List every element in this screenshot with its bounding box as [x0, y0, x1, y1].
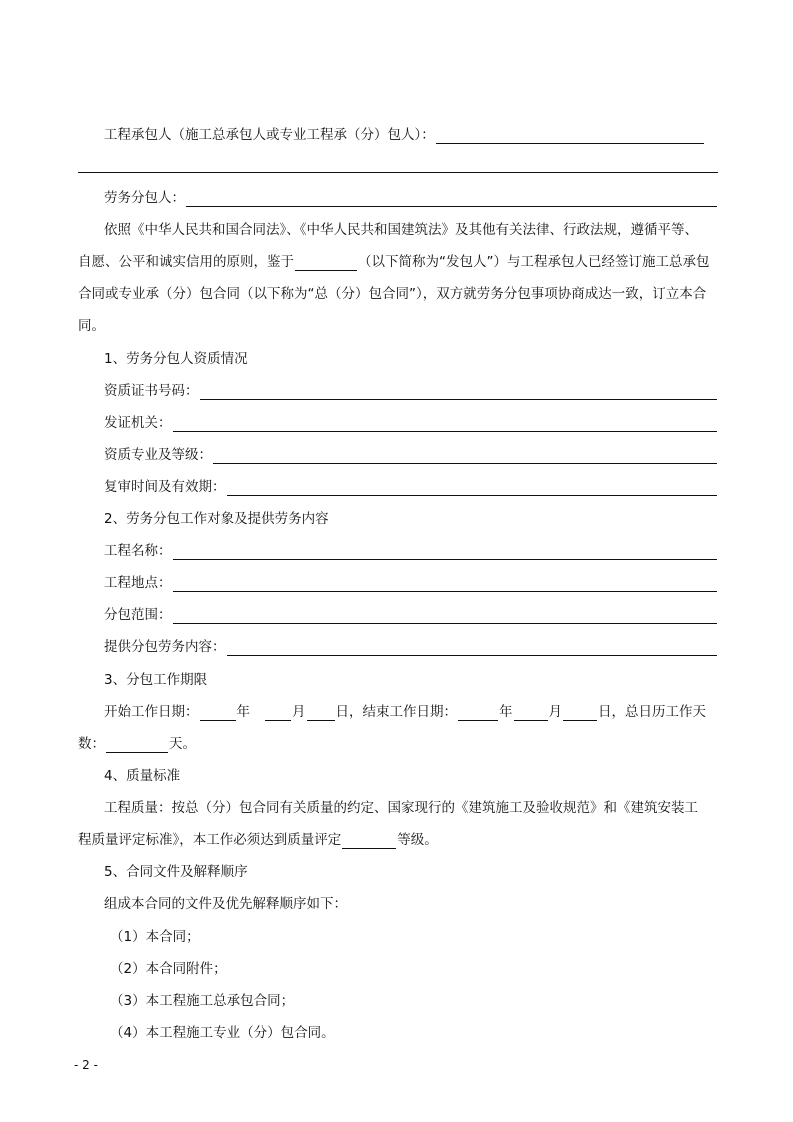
- quality-grade-blank[interactable]: [342, 834, 396, 849]
- intro-line-3: [78, 285, 718, 303]
- list-item: [110, 1024, 718, 1042]
- scope-label: 分包范围：: [104, 607, 172, 623]
- project-site-blank[interactable]: [173, 577, 718, 592]
- issuer-row: [104, 414, 718, 432]
- project-name-label: 工程名称：: [104, 543, 172, 559]
- scope-blank[interactable]: [173, 609, 718, 624]
- intro-line-4: [78, 317, 718, 335]
- contractor-row: [104, 126, 718, 144]
- intro-text-2b: （以下简称为“发包人”）与工程承包人已经签订施工总承包: [358, 254, 710, 270]
- intro-line-2: [78, 253, 718, 271]
- review-label: 复审时间及有效期：: [104, 479, 226, 495]
- issuer-blank[interactable]: [173, 417, 718, 432]
- section-1-title-text: 1、劳务分包人资质情况: [104, 351, 248, 367]
- end-month-blank[interactable]: [514, 706, 548, 721]
- subcontractor-label: 劳务分包人：: [104, 190, 185, 206]
- section-1-title: [104, 350, 718, 368]
- contractor-continuation-blank[interactable]: [78, 172, 718, 173]
- dates-row: [104, 703, 718, 721]
- intro-line-1: [104, 221, 718, 239]
- contractor-label: 工程承包人（施工总承包人或专业工程承（分）包人）：: [104, 127, 435, 143]
- section-2-title-text: 2、劳务分包工作对象及提供劳务内容: [104, 511, 329, 527]
- section-2-title: [104, 510, 718, 528]
- project-name-row: [104, 542, 718, 560]
- issuer-party-blank[interactable]: [295, 256, 357, 271]
- section-5-title: [104, 863, 718, 881]
- list-item: [110, 960, 718, 978]
- intro-text-4: 同。: [78, 318, 105, 334]
- quality-text-1: 工程质量：按总（分）包合同有关质量的约定、国家现行的《建筑施工及验收规范》和《建筑安装工: [104, 800, 698, 816]
- issuer-label: 发证机关：: [104, 415, 172, 431]
- start-month-blank[interactable]: [265, 706, 291, 721]
- start-day-blank[interactable]: [307, 706, 335, 721]
- list-item: [110, 928, 718, 946]
- intro-text-2a: 自愿、公平和诚实信用的原则，鉴于: [78, 254, 294, 270]
- specialty-row: [104, 446, 718, 464]
- cert-no-blank[interactable]: [200, 385, 718, 400]
- specialty-blank[interactable]: [213, 449, 717, 464]
- section-5-intro-text: 组成本合同的文件及优先解释顺序如下：: [104, 896, 347, 912]
- cert-no-label: 资质证书号码：: [104, 383, 199, 399]
- section-4-title-text: 4、质量标准: [104, 768, 181, 784]
- subcontractor-blank[interactable]: [186, 192, 717, 207]
- scope-row: [104, 606, 718, 624]
- end-date-label: 日，结束工作日期：: [335, 704, 457, 720]
- section-5-intro: [104, 895, 718, 913]
- end-year-unit: 年: [499, 704, 513, 720]
- list-item-text: （2）本合同附件；: [110, 961, 227, 977]
- cert-no-row: [104, 382, 718, 400]
- days-row: [78, 735, 718, 753]
- quality-text-2a: 程质量评定标准》，本工作必须达到质量评定: [78, 832, 342, 848]
- quality-text-2b: 等级。: [397, 832, 438, 848]
- start-year-blank[interactable]: [200, 706, 236, 721]
- section-3-title-text: 3、分包工作期限: [104, 672, 208, 688]
- list-item-text: （1）本合同；: [110, 929, 200, 945]
- section-5-title-text: 5、合同文件及解释顺序: [104, 864, 248, 880]
- project-name-blank[interactable]: [173, 545, 718, 560]
- total-days-label: 日，总日历工作天: [598, 704, 706, 720]
- page-number: - 2 -: [74, 1058, 98, 1072]
- labor-content-blank[interactable]: [227, 641, 718, 656]
- days-blank[interactable]: [106, 738, 168, 753]
- list-item: [110, 992, 718, 1010]
- list-item-text: （3）本工程施工总承包合同；: [110, 993, 295, 1009]
- start-year-unit: 年: [236, 704, 250, 720]
- project-site-label: 工程地点：: [104, 575, 172, 591]
- labor-content-row: [104, 638, 718, 656]
- intro-text-1: 依照《中华人民共和国合同法》、《中华人民共和国建筑法》及其他有关法律、行政法规，遵循平等、: [104, 222, 698, 238]
- days-unit: 天。: [169, 736, 196, 752]
- project-site-row: [104, 574, 718, 592]
- days-label: 数：: [78, 736, 105, 752]
- labor-content-label: 提供分包劳务内容：: [104, 639, 226, 655]
- review-row: [104, 478, 718, 496]
- list-item-text: （4）本工程施工专业（分）包合同。: [110, 1025, 335, 1041]
- quality-line-2: [78, 831, 718, 849]
- section-4-title: [104, 767, 718, 785]
- end-month-unit: 月: [548, 704, 562, 720]
- subcontractor-row: [104, 189, 718, 207]
- specialty-label: 资质专业及等级：: [104, 447, 212, 463]
- contractor-blank[interactable]: [436, 129, 704, 144]
- intro-text-3: 合同或专业承（分）包合同（以下称为“总（分）包合同”），双方就劳务分包事项协商成达一致，订立本合: [78, 286, 707, 302]
- start-date-label: 开始工作日期：: [104, 704, 199, 720]
- review-blank[interactable]: [227, 481, 718, 496]
- quality-line-1: [104, 799, 718, 817]
- end-year-blank[interactable]: [458, 706, 498, 721]
- start-month-unit: 月: [292, 704, 306, 720]
- end-day-blank[interactable]: [563, 706, 597, 721]
- section-3-title: [104, 671, 718, 689]
